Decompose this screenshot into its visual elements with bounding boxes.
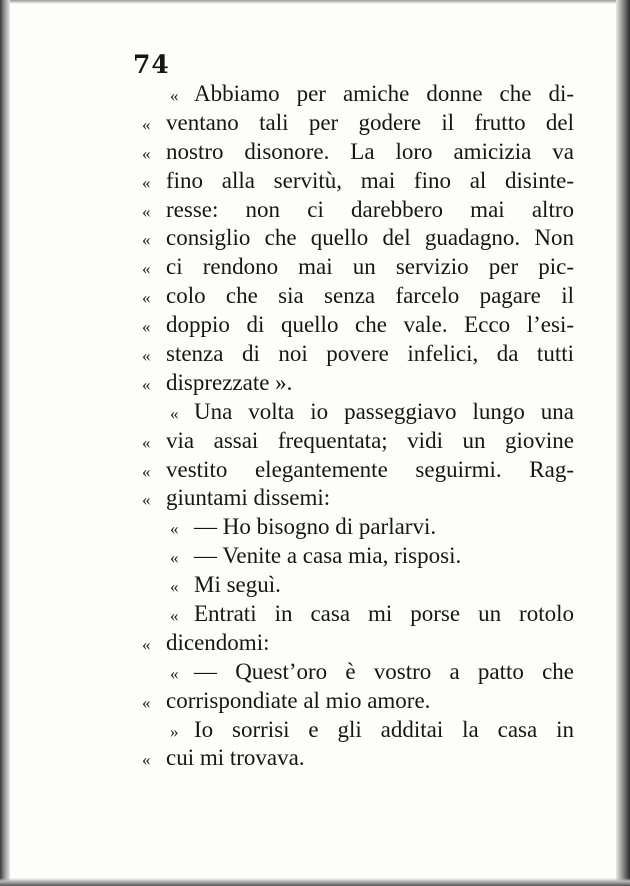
line-text: — Venite a casa mia, risposi. <box>194 543 462 569</box>
line-text: corrispondiate al mio amore. <box>166 687 431 713</box>
text-line <box>142 196 574 225</box>
line-text: Mi seguì. <box>194 572 281 598</box>
line-text: doppio di quello che vale. Ecco l’esi- <box>166 312 574 338</box>
page-number: 74 <box>133 50 170 79</box>
line-text: fino alla servitù, mai fino al disinte- <box>166 167 574 193</box>
line-text: stenza di noi povere infelici, da tutti <box>166 341 574 367</box>
text-line <box>142 513 574 542</box>
text-line <box>142 224 574 253</box>
line-text: Abbiamo per amiche donne che di- <box>194 81 574 106</box>
line-text: nostro disonore. La loro amicizia va <box>166 138 574 164</box>
text-line <box>142 542 574 571</box>
line-text: — Ho bisogno di parlarvi. <box>194 514 437 540</box>
quote-mark: « <box>142 288 151 308</box>
quote-mark: « <box>142 461 151 481</box>
scan-edge-top <box>0 0 630 4</box>
text-line <box>142 138 574 167</box>
quote-mark: » <box>170 721 179 741</box>
scan-edge-bottom <box>0 878 630 886</box>
quote-mark: « <box>142 346 151 366</box>
line-text: disprezzate ». <box>166 369 293 395</box>
text-line <box>142 456 574 485</box>
quote-mark: « <box>170 519 179 539</box>
line-text: cui mi trovava. <box>166 745 305 771</box>
quote-mark: « <box>142 143 151 163</box>
quote-mark: « <box>142 692 151 712</box>
text-line <box>142 600 574 629</box>
quote-mark: « <box>170 86 179 105</box>
line-text: ventano tali per godere il frutto del <box>166 109 574 135</box>
quote-mark: « <box>170 606 179 626</box>
line-text: Entrati in casa mi porse un rotolo <box>194 601 574 627</box>
text-line <box>142 629 574 658</box>
scan-edge-right <box>616 0 630 886</box>
line-text: consiglio che quello del guadagno. Non <box>166 225 574 251</box>
quote-mark: « <box>142 114 151 134</box>
text-line <box>142 427 574 456</box>
text-line <box>142 311 574 340</box>
text-line <box>142 340 574 369</box>
line-text: giuntami dissemi: <box>166 485 331 511</box>
text-line <box>142 253 574 282</box>
text-line <box>142 716 574 745</box>
quote-mark: « <box>142 490 151 510</box>
text-line <box>142 571 574 600</box>
quote-mark: « <box>170 403 179 423</box>
text-line <box>142 744 574 773</box>
quote-mark: « <box>142 201 151 221</box>
quote-mark: « <box>170 663 179 683</box>
line-text: dicendomi: <box>166 629 270 655</box>
text-line <box>142 80 574 109</box>
line-text: resse: non ci darebbero mai altro <box>166 196 574 222</box>
quote-mark: « <box>170 548 179 568</box>
text-line <box>142 167 574 196</box>
line-text: via assai frequentata; vidi un giovine <box>166 427 574 453</box>
line-text: colo che sia senza farcelo pagare il <box>166 283 574 309</box>
line-text: — Quest’oro è vostro a patto che <box>194 658 574 684</box>
text-line <box>142 398 574 427</box>
text-line <box>142 484 574 513</box>
quote-mark: « <box>142 230 151 250</box>
quote-mark: « <box>142 750 151 770</box>
line-text: Una volta io passeggiavo lungo una <box>194 398 574 424</box>
quote-mark: « <box>142 172 151 192</box>
line-text: ci rendono mai un servizio per pic- <box>166 254 574 280</box>
quote-mark: « <box>142 374 151 394</box>
body-text <box>142 80 574 773</box>
quote-mark: « <box>142 432 151 452</box>
text-line <box>142 658 574 687</box>
text-line <box>142 687 574 716</box>
quote-mark: « <box>142 317 151 337</box>
line-text: vestito elegantemente seguirmi. Rag- <box>166 456 574 482</box>
text-line <box>142 282 574 311</box>
scan-edge-left <box>0 0 10 886</box>
text-line <box>142 369 574 398</box>
text-line <box>142 109 574 138</box>
quote-mark: « <box>142 259 151 279</box>
line-text: Io sorrisi e gli additai la casa in <box>194 716 574 742</box>
quote-mark: « <box>170 577 179 597</box>
quote-mark: « <box>142 634 151 654</box>
